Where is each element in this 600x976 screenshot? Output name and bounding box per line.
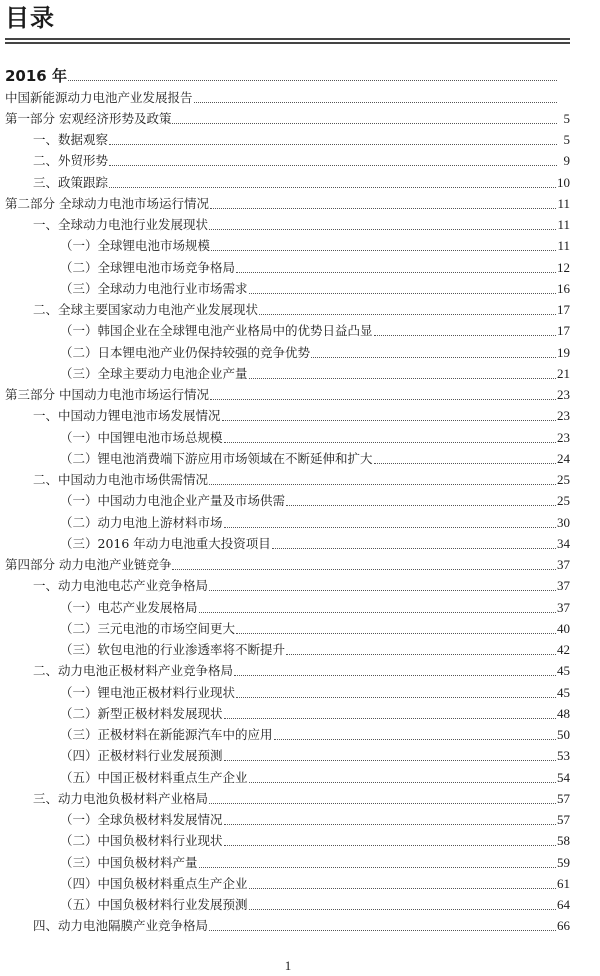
- dot-leader: [224, 844, 556, 846]
- toc-entry[interactable]: [0, 679, 600, 700]
- toc-entry-page: 61: [557, 875, 570, 891]
- toc-entry-title: （五）中国负极材料行业发展预测: [60, 897, 248, 912]
- dot-leader: [199, 611, 556, 613]
- toc-entry[interactable]: [0, 169, 600, 190]
- toc-entry-page: 37: [557, 557, 570, 572]
- dot-leader: [224, 526, 556, 528]
- toc-entry-page: 5: [563, 110, 570, 126]
- toc-entry[interactable]: [0, 212, 600, 233]
- toc-entry-page: 57: [557, 790, 570, 806]
- toc-entry-page: 66: [557, 918, 570, 934]
- toc-entry[interactable]: [0, 488, 600, 509]
- toc-entry-title: （一）中国锂电池市场总规模: [60, 429, 223, 445]
- dot-leader: [249, 908, 556, 910]
- toc-entry[interactable]: [0, 424, 600, 445]
- toc-entry[interactable]: [0, 913, 600, 934]
- toc-entry-title: 二、中国动力电池市场供需情况: [33, 472, 209, 487]
- toc-entry-title: （二）锂电池消费端下游应用市场领域在不断延伸和扩大: [60, 450, 373, 466]
- toc-entry-title: 二、动力电池正极材料产业竞争格局: [33, 663, 234, 679]
- toc-entry[interactable]: [0, 106, 600, 127]
- toc-entry-page: 57: [557, 812, 570, 827]
- dot-leader: [374, 334, 556, 336]
- toc-entry-title: （二）中国负极材料行业现状: [60, 833, 223, 849]
- dot-leader: [249, 292, 556, 294]
- toc-entry-title: 第一部分 宏观经济形势及政策: [5, 110, 172, 126]
- toc-entry-page: 30: [557, 514, 570, 530]
- dot-leader: [224, 759, 556, 761]
- toc-entry[interactable]: [0, 892, 600, 913]
- toc-entry-title: （一）电芯产业发展格局: [60, 599, 198, 615]
- toc-entry-title: （三）全球主要动力电池企业产量: [60, 365, 248, 381]
- toc-entry-title: （三）2016 年动力电池重大投资项目: [60, 535, 271, 551]
- toc-entry-title: 一、全球动力电池行业发展现状: [33, 217, 209, 232]
- dot-leader: [199, 866, 556, 868]
- toc-entry-page: 40: [557, 620, 570, 636]
- toc-entry-title: （三）中国负极材料产量: [60, 854, 198, 870]
- toc-entry-page: 34: [557, 535, 570, 551]
- dot-leader: [210, 398, 556, 400]
- toc-entry-page: 53: [557, 748, 570, 764]
- toc-entry-page: 17: [557, 302, 570, 317]
- toc-entry-page: 42: [557, 642, 570, 657]
- toc-entry-title: 二、外贸形势: [33, 153, 109, 169]
- toc-entry[interactable]: [0, 467, 600, 488]
- dot-leader: [211, 249, 556, 251]
- toc-entry[interactable]: [0, 871, 600, 892]
- toc-entry[interactable]: [0, 276, 600, 297]
- toc-entry-page: 50: [557, 727, 570, 742]
- toc-entry-title: （三）正极材料在新能源汽车中的应用: [60, 727, 273, 742]
- dot-leader: [311, 356, 556, 358]
- toc-entry-page: 58: [557, 833, 570, 849]
- toc-entry-page: 54: [557, 769, 570, 785]
- toc-entry-title: （一）锂电池正极材料行业现状: [60, 684, 236, 700]
- dot-leader: [209, 929, 556, 931]
- toc-entry[interactable]: [0, 509, 600, 530]
- dot-leader: [259, 313, 556, 315]
- toc-entry-title: （三）软包电池的行业渗透率将不断提升: [60, 642, 286, 657]
- toc-entry-page: 48: [557, 705, 570, 721]
- toc-entry[interactable]: [0, 318, 600, 339]
- toc-entry-page: 45: [557, 663, 570, 679]
- toc-entry-title: （二）新型正极材料发展现状: [60, 705, 223, 721]
- dot-leader: [272, 547, 556, 549]
- page-number: 1: [284, 958, 292, 973]
- toc-entry-title: 四、动力电池隔膜产业竞争格局: [33, 918, 209, 934]
- toc-entry[interactable]: [0, 233, 600, 254]
- page-title: 目录: [5, 4, 55, 32]
- toc-entry[interactable]: [0, 764, 600, 785]
- toc-entry[interactable]: [0, 658, 600, 679]
- toc-entry-page: 17: [557, 323, 570, 339]
- dot-leader: [209, 802, 556, 804]
- toc-entry[interactable]: [0, 531, 600, 552]
- toc-entry[interactable]: [0, 63, 600, 84]
- toc-entry[interactable]: [0, 127, 600, 148]
- toc-entry[interactable]: [0, 552, 600, 573]
- toc-entry[interactable]: [0, 339, 600, 360]
- toc-entry-title: （二）全球锂电池市场竞争格局: [60, 259, 236, 275]
- toc-entry-title: （一）全球负极材料发展情况: [60, 812, 223, 827]
- dot-leader: [222, 419, 556, 421]
- dot-leader: [236, 696, 556, 698]
- toc-entry[interactable]: [0, 148, 600, 169]
- toc-entry[interactable]: [0, 297, 600, 318]
- toc-entry-title: （三）全球动力电池行业市场需求: [60, 280, 248, 296]
- toc-entry[interactable]: [0, 786, 600, 807]
- toc-entry-page: 21: [557, 365, 570, 381]
- toc-entry-title: 二、全球主要国家动力电池产业发展现状: [33, 302, 259, 317]
- toc-entry-title: （二）日本锂电池产业仍保持较强的竞争优势: [60, 344, 311, 360]
- toc-entry-page: 23: [557, 408, 570, 424]
- toc-entry-page: 10: [557, 174, 570, 190]
- toc-entry-page: 59: [557, 854, 570, 870]
- toc-entry-title: 三、动力电池负极材料产业格局: [33, 790, 209, 806]
- toc-entry-title: （二）三元电池的市场空间更大: [60, 620, 236, 636]
- dot-leader: [224, 717, 556, 719]
- dot-leader: [109, 186, 556, 188]
- toc-entry-title: （一）全球锂电池市场规模: [60, 238, 211, 254]
- dot-leader: [224, 441, 556, 443]
- dot-leader: [209, 228, 556, 230]
- dot-leader: [274, 738, 556, 740]
- toc-entry[interactable]: [0, 361, 600, 382]
- dot-leader: [172, 122, 557, 124]
- toc-entry[interactable]: [0, 637, 600, 658]
- dot-leader: [249, 781, 556, 783]
- toc-entry[interactable]: [0, 722, 600, 743]
- toc-entry-page: 11: [557, 217, 570, 232]
- toc-entry[interactable]: [0, 828, 600, 849]
- dot-leader: [249, 887, 556, 889]
- dot-leader: [234, 674, 556, 676]
- toc-entry[interactable]: [0, 254, 600, 275]
- dot-leader: [109, 143, 557, 145]
- dot-leader: [194, 101, 557, 103]
- toc-entry-page: 25: [557, 472, 570, 487]
- toc-entry[interactable]: [0, 403, 600, 424]
- toc-entry-title: （二）动力电池上游材料市场: [60, 514, 223, 530]
- toc-entry-title: （一）中国动力电池企业产量及市场供需: [60, 493, 286, 509]
- toc-entry[interactable]: [0, 446, 600, 467]
- toc-entry-title: 一、数据观察: [33, 132, 109, 147]
- toc-entry[interactable]: [0, 807, 600, 828]
- toc-entry-title: 一、动力电池电芯产业竞争格局: [33, 578, 209, 594]
- dot-leader: [172, 568, 556, 570]
- toc-entry-page: 24: [557, 450, 570, 466]
- toc-entry[interactable]: [0, 84, 600, 105]
- toc-entry[interactable]: [0, 573, 600, 594]
- dot-leader: [236, 271, 556, 273]
- toc-entry-page: 64: [557, 897, 570, 912]
- toc-entry-title: （五）中国正极材料重点生产企业: [60, 769, 248, 785]
- toc-entry-page: 5: [563, 132, 570, 147]
- toc-entry-title: 2016 年: [5, 67, 67, 86]
- toc-entry-title: 第二部分 全球动力电池市场运行情况: [5, 195, 209, 211]
- toc-entry-page: 11: [557, 238, 570, 254]
- toc-entry[interactable]: [0, 849, 600, 870]
- toc-entry-title: 三、政策跟踪: [33, 174, 109, 190]
- toc-entry-page: 9: [563, 153, 570, 169]
- toc-entry-page: 23: [557, 387, 570, 402]
- dot-leader: [286, 653, 556, 655]
- toc-entry-title: 中国新能源动力电池产业发展报告: [5, 89, 193, 105]
- toc-entry-title: 一、中国动力锂电池市场发展情况: [33, 408, 221, 424]
- dot-leader: [249, 377, 556, 379]
- toc-entry-page: 23: [557, 429, 570, 445]
- toc-entry-title: （四）中国负极材料重点生产企业: [60, 875, 248, 891]
- dot-leader: [68, 79, 557, 81]
- dot-leader: [236, 632, 556, 634]
- table-of-contents: [0, 63, 600, 934]
- dot-leader: [224, 823, 556, 825]
- toc-entry-title: 第四部分 动力电池产业链竞争: [5, 557, 172, 572]
- toc-entry[interactable]: [0, 743, 600, 764]
- toc-entry-page: 45: [557, 684, 570, 700]
- toc-entry[interactable]: [0, 701, 600, 722]
- dot-leader: [286, 504, 556, 506]
- dot-leader: [209, 483, 556, 485]
- toc-entry-title: （一）韩国企业在全球锂电池产业格局中的优势日益凸显: [60, 323, 373, 339]
- dot-leader: [210, 207, 556, 209]
- toc-entry-page: 37: [557, 578, 570, 594]
- toc-entry[interactable]: [0, 616, 600, 637]
- toc-entry-page: 25: [557, 493, 570, 509]
- toc-entry-page: 11: [557, 195, 570, 211]
- toc-entry[interactable]: [0, 594, 600, 615]
- toc-entry-page: 19: [557, 344, 570, 360]
- toc-entry[interactable]: [0, 382, 600, 403]
- dot-leader: [109, 164, 557, 166]
- dot-leader: [374, 462, 556, 464]
- toc-entry-title: 第三部分 中国动力电池市场运行情况: [5, 387, 209, 402]
- toc-entry-page: 37: [557, 599, 570, 615]
- title-double-rule: [5, 38, 570, 44]
- dot-leader: [209, 589, 556, 591]
- toc-entry-title: （四）正极材料行业发展预测: [60, 748, 223, 764]
- toc-entry-page: 12: [557, 259, 570, 275]
- toc-entry[interactable]: [0, 191, 600, 212]
- toc-entry-page: 16: [557, 280, 570, 296]
